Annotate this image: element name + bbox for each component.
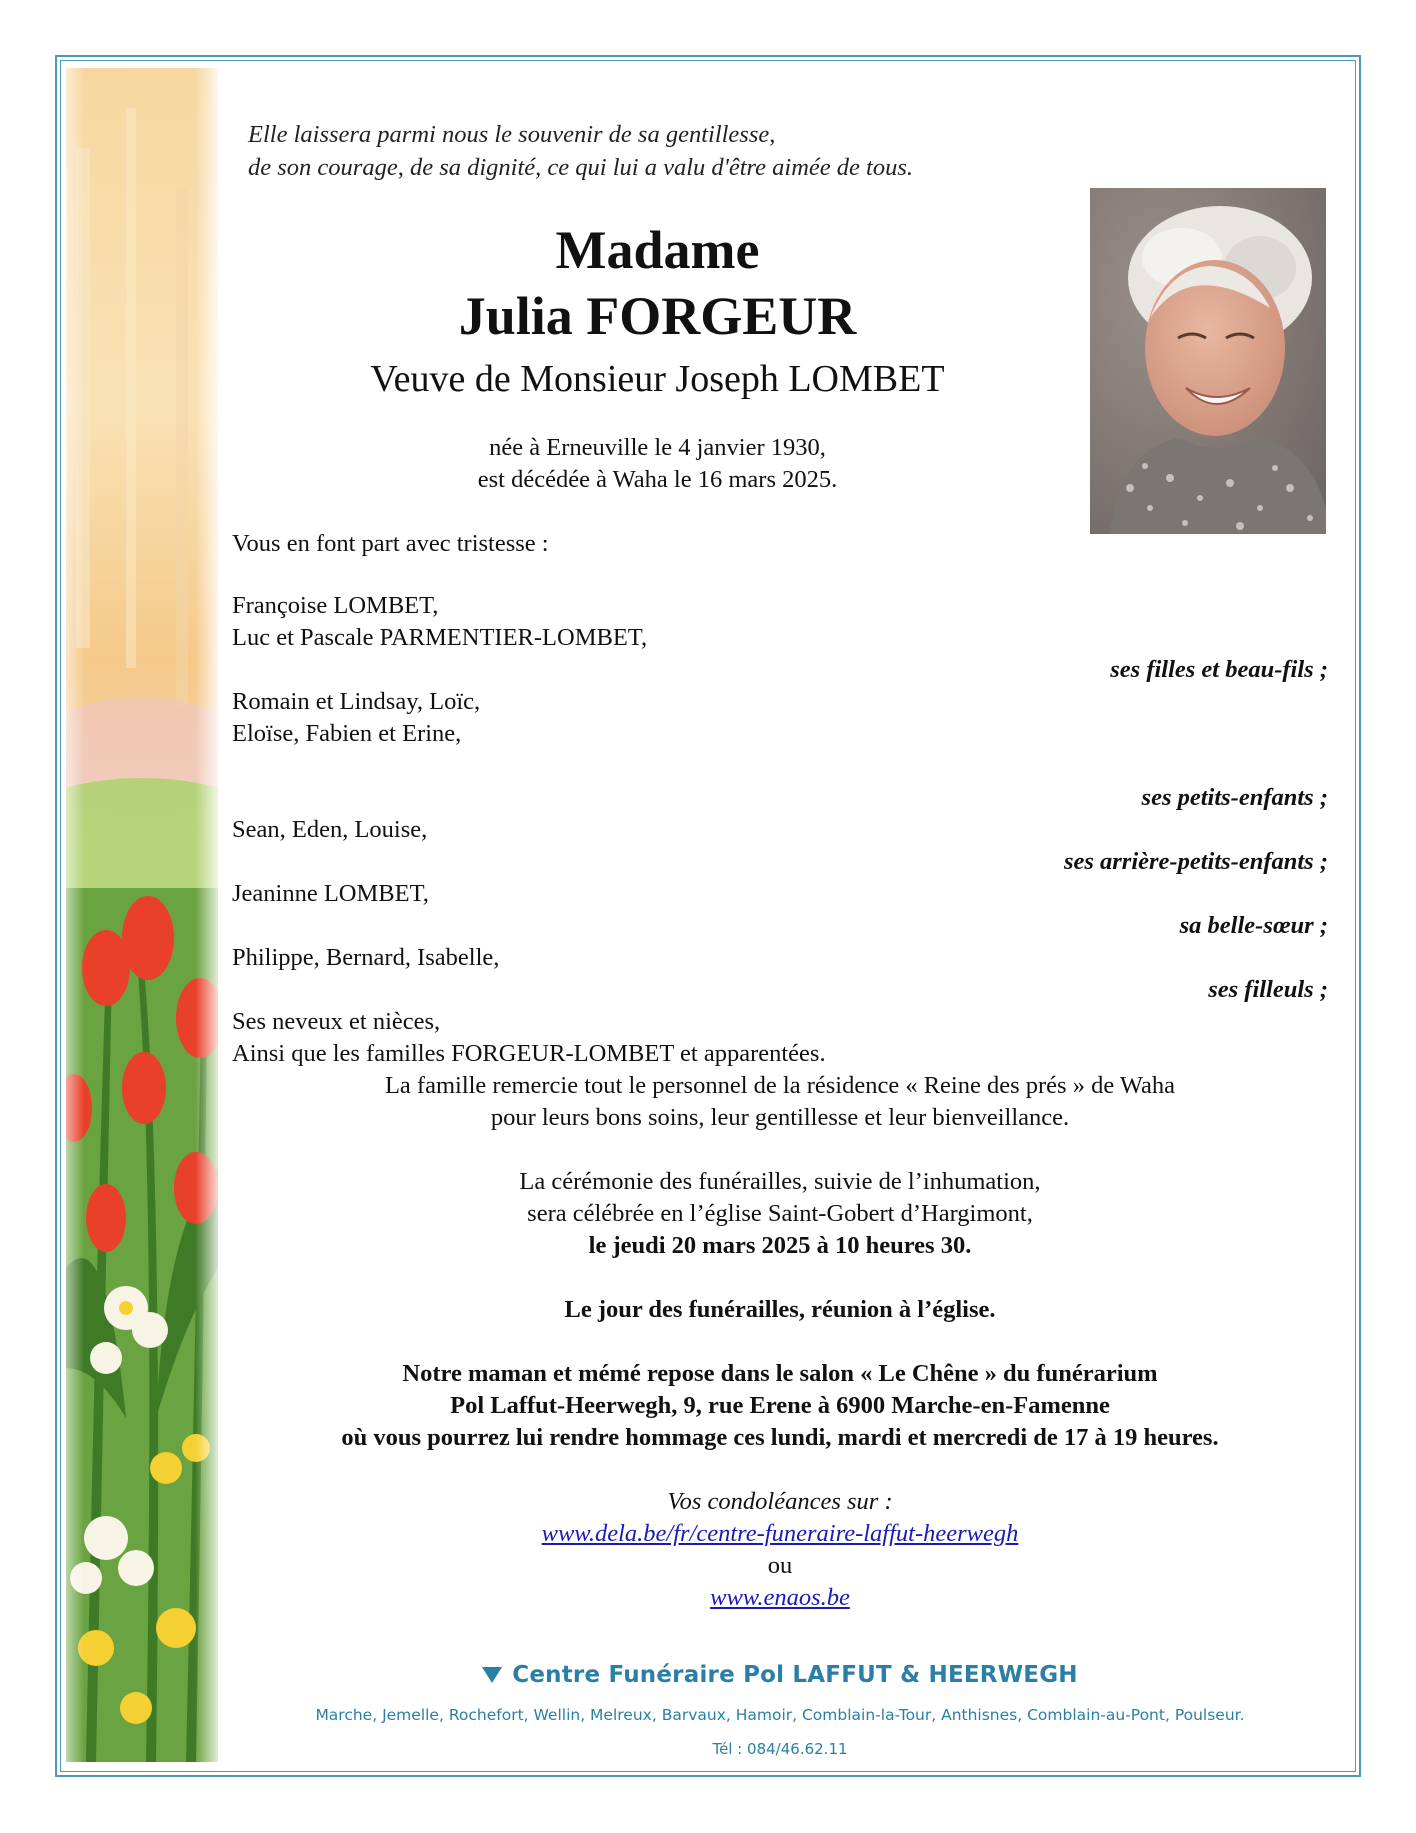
family-relation: sa belle-sœur ; xyxy=(1179,912,1328,939)
death-line: est décédée à Waha le 16 mars 2025. xyxy=(477,466,838,493)
visitation-line: où vous pourrez lui rendre hommage ces lundi, mardi et mercredi de 17 à 19 heures. xyxy=(341,1424,1219,1451)
ceremony-paragraph xyxy=(232,1166,1328,1262)
funeral-home-name xyxy=(232,1662,1328,1689)
family-name-line: Jeaninne LOMBET, xyxy=(232,880,429,907)
thanks-paragraph xyxy=(232,1070,1328,1134)
deceased-name: Julia FORGEUR xyxy=(458,286,857,346)
triangle-down-icon xyxy=(482,1663,502,1689)
family-name-line: Françoise LOMBET, xyxy=(232,592,439,619)
floral-sidebar-image xyxy=(66,68,218,1762)
portrait-photo xyxy=(1090,188,1326,534)
family-name-line: Eloïse, Fabien et Erine, xyxy=(232,720,462,747)
quote-line: Elle laissera parmi nous le souvenir de sa gentillesse, xyxy=(248,121,776,148)
condolences-label: Vos condoléances sur : xyxy=(667,1488,893,1515)
family-name-line: Romain et Lindsay, Loïc, xyxy=(232,688,481,715)
widow-of: Veuve de Monsieur Joseph LOMBET xyxy=(370,358,945,400)
dela-link[interactable]: www.dela.be/fr/centre-funeraire-laffut-heerwegh xyxy=(541,1520,1019,1547)
visitation-line: Notre maman et mémé repose dans le salon « Le Chêne » du funérarium xyxy=(402,1360,1158,1387)
funeral-home-phone: Tél : 084/46.62.11 xyxy=(712,1740,848,1758)
visitation-paragraph xyxy=(232,1358,1328,1454)
visitation-line: Pol Laffut-Heerwegh, 9, rue Erene à 6900 Marche-en-Famenne xyxy=(450,1392,1110,1419)
family-name-line: Sean, Eden, Louise, xyxy=(232,816,428,843)
announcement-intro: Vous en font part avec tristesse : xyxy=(232,530,549,557)
memorial-quote xyxy=(248,118,913,184)
family-relation: ses filleuls ; xyxy=(1208,976,1328,1003)
ceremony-line: La cérémonie des funérailles, suivie de l’inhumation, xyxy=(519,1168,1041,1195)
funeral-home-towns: Marche, Jemelle, Rochefort, Wellin, Melreux, Barvaux, Hamoir, Comblain-la-Tour, Anthisnes, Comblain-au-Pont, Poulseur. xyxy=(315,1706,1245,1724)
family-name-line: Ses neveux et nièces, xyxy=(232,1008,441,1035)
thanks-line: pour leurs bons soins, leur gentillesse et leur bienveillance. xyxy=(490,1104,1070,1131)
or-text: ou xyxy=(767,1552,793,1579)
family-name-line: Luc et Pascale PARMENTIER-LOMBET, xyxy=(232,624,648,651)
salutation: Madame xyxy=(555,220,760,280)
enaos-link[interactable]: www.enaos.be xyxy=(710,1584,850,1611)
family-relation: ses petits-enfants ; xyxy=(1141,784,1328,811)
birth-line: née à Erneuville le 4 janvier 1930, xyxy=(489,434,826,461)
condolences-block xyxy=(232,1486,1328,1614)
ceremony-line: sera célébrée en l’église Saint-Gobert d’Hargimont, xyxy=(527,1200,1033,1227)
meeting-note: Le jour des funérailles, réunion à l’église. xyxy=(564,1296,996,1323)
thanks-line: La famille remercie tout le personnel de la résidence « Reine des prés » de Waha xyxy=(384,1072,1176,1099)
family-relation: ses arrière-petits-enfants ; xyxy=(1063,848,1328,875)
family-relation: ses filles et beau-fils ; xyxy=(1110,656,1328,683)
ceremony-date: le jeudi 20 mars 2025 à 10 heures 30. xyxy=(588,1232,972,1259)
family-list xyxy=(232,590,1328,1070)
birth-death-info xyxy=(300,432,1015,496)
family-name-line: Philippe, Bernard, Isabelle, xyxy=(232,944,500,971)
quote-line: de son courage, de sa dignité, ce qui lui a valu d'être aimée de tous. xyxy=(248,154,914,181)
funeral-home-label: Centre Funéraire Pol LAFFUT & HEERWEGH xyxy=(512,1662,1078,1688)
family-name-line: Ainsi que les familles FORGEUR-LOMBET et apparentées. xyxy=(232,1040,826,1067)
